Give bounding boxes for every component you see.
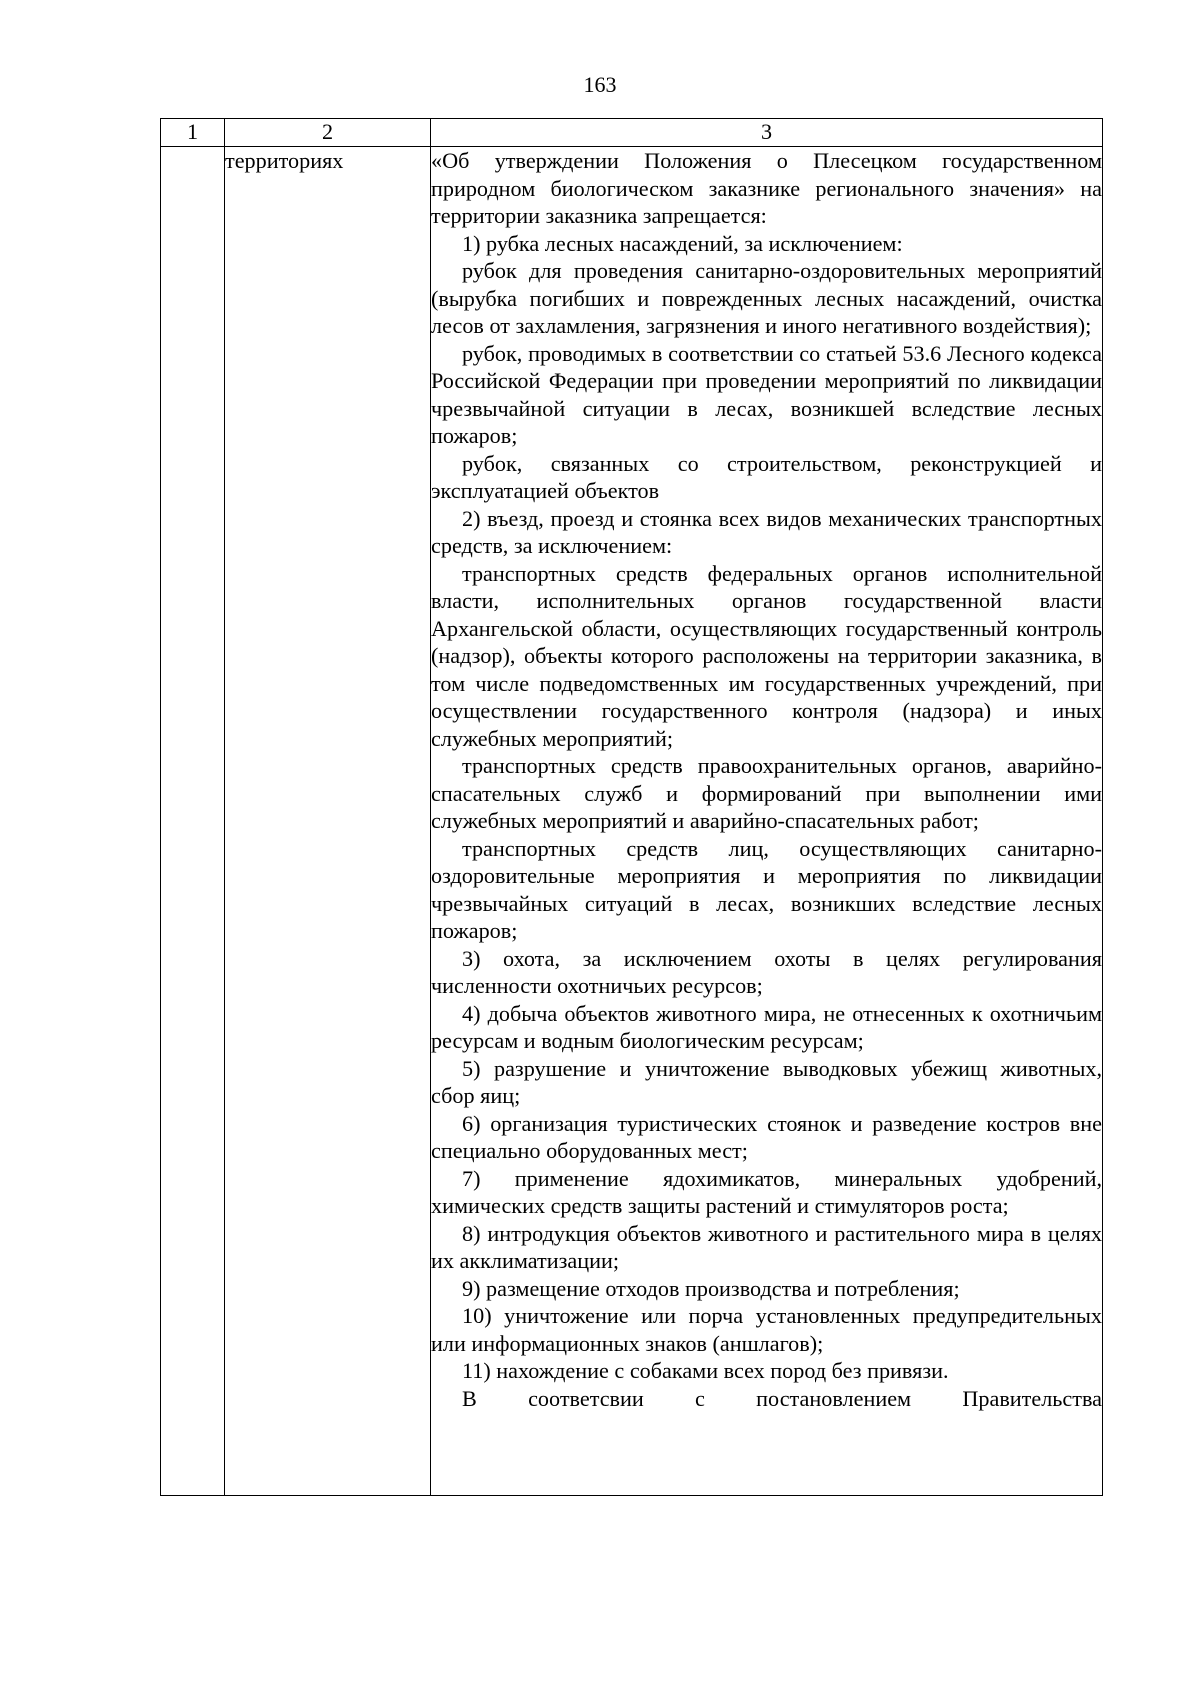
paragraph-item: 10) уничтожение или порча установленных предупредительных или информационных знаков (аншлагов); — [431, 1303, 1102, 1356]
paragraph-item: транспортных средств лиц, осуществляющих санитарно-оздоровительные мероприятия и мероприятия по ликвидации чрезвычайных ситуаций в лесах, возникших вследствие лесных пожаров; — [431, 835, 1102, 943]
table-header-row — [161, 119, 1103, 147]
column-header-3: 3 — [431, 119, 1103, 147]
cell-col1 — [161, 147, 225, 1496]
paragraph-intro: «Об утверждении Положения о Плесецком государственном природном биологическом заказнике регионального значения» на территории заказника запрещается: — [431, 148, 1102, 228]
paragraph-item: транспортных средств федеральных органов исполнительной власти, исполнительных органов государственной власти Архангельской области, осуществляющих государственный контроль (надзор), объекты которого расположены на территории заказника, в том числе подведомственных им государственных учреждений, при осуществлении государственного контроля (надзора) и иных служебных мероприятий; — [431, 560, 1102, 751]
paragraph-item: 7) применение ядохимикатов, минеральных удобрений, химических средств защиты растений и стимуляторов роста; — [431, 1165, 1102, 1218]
table-row — [161, 147, 1103, 1496]
territory-label: территориях — [225, 148, 344, 173]
page-number: 163 — [583, 72, 617, 97]
column-header-1: 1 — [161, 119, 225, 147]
paragraph-item: 8) интродукция объектов животного и растительного мира в целях их акклиматизации; — [431, 1220, 1102, 1273]
paragraph-item: 5) разрушение и уничтожение выводковых убежищ животных, сбор яиц; — [431, 1055, 1102, 1108]
document-table — [160, 118, 1103, 1496]
column-header-2: 2 — [225, 119, 431, 147]
paragraph-item: рубок для проведения санитарно-оздоровительных мероприятий (вырубка погибших и поврежденных лесных насаждений, очистка лесов от захламления, загрязнения и иного негативного воздействия); — [431, 258, 1102, 338]
paragraph-item: рубок, проводимых в соответствии со статьей 53.6 Лесного кодекса Российской Федерации при проведении мероприятий по ликвидации чрезвычайной ситуации в лесах, возникшей вследствие лесных пожаров; — [431, 340, 1102, 448]
paragraph-item: 2) въезд, проезд и стоянка всех видов механических транспортных средств, за исключением: — [431, 505, 1102, 558]
cell-col3 — [431, 147, 1103, 1496]
paragraph-item: 3) охота, за исключением охоты в целях регулирования численности охотничьих ресурсов; — [431, 945, 1102, 998]
paragraph-item: 11) нахождение с собаками всех пород без привязи. — [462, 1358, 949, 1383]
paragraph-item: рубок, связанных со строительством, реконструкцией и эксплуатацией объектов — [431, 450, 1102, 503]
cell-col2 — [225, 147, 431, 1496]
paragraph-continued: В соответсвии с постановлением Правительства — [462, 1385, 1102, 1411]
paragraph-item: 6) организация туристических стоянок и разведение костров вне специально оборудованных мест; — [431, 1110, 1102, 1163]
paragraph-item: 1) рубка лесных насаждений, за исключением: — [462, 230, 903, 256]
paragraph-item: транспортных средств правоохранительных органов, аварийно-спасательных служб и формирований при выполнении ими служебных мероприятий и аварийно-спасательных работ; — [431, 753, 1102, 833]
paragraph-item: 4) добыча объектов животного мира, не отнесенных к охотничьим ресурсам и водным биологическим ресурсам; — [431, 1000, 1102, 1053]
paragraph-item: 9) размещение отходов производства и потребления; — [462, 1275, 960, 1301]
